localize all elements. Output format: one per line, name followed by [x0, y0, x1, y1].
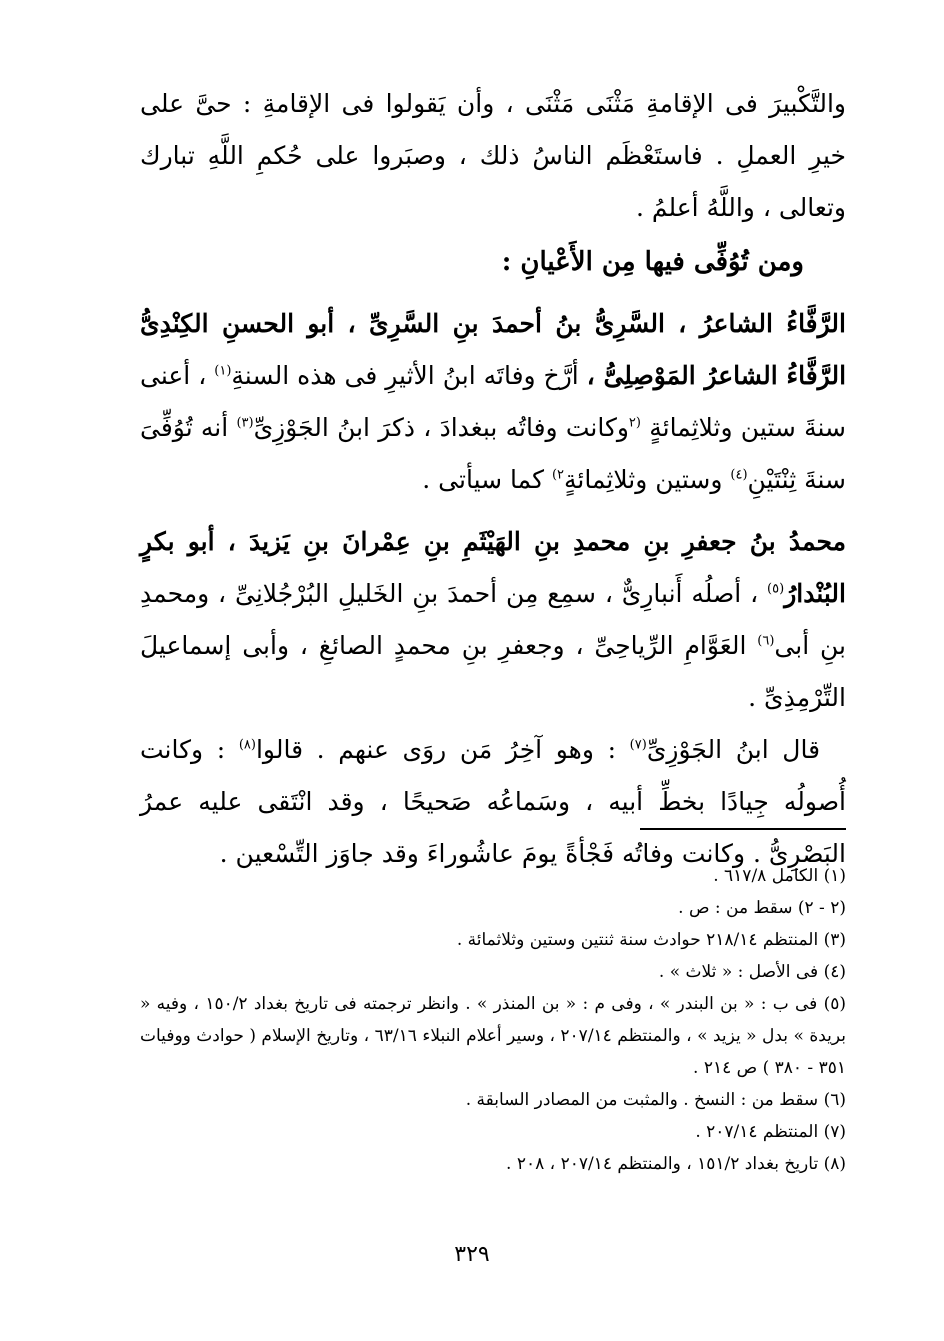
footnote-8: (٨) تاريخ بغداد ١٥١/٢ ، والمنتظم ٢٠٧/١٤ ، ٢٠٨ . [506, 1154, 846, 1174]
footnote-1: (١) الكامل ٦١٧/٨ . [713, 866, 846, 886]
footnote-4: (٤) فى الأصل : « ثلاث » . [658, 962, 846, 982]
footnote-ref-4: (٤) [730, 467, 748, 483]
entry-al-bundar-text-e: : وكانت أُصولُه جِيادًا بخطِّ أبيه ، وسَماعُه صَحيحًا ، وقد انْتَقى عليه عمرُ البَصْرِىُّ . وكانت وفاتُه فَجْأةً يومَ عاشُوراءَ وقد جاوَز التِّسْعين . [140, 735, 846, 868]
entry-al-raffa-text-f: كما سيأتى . [422, 465, 544, 494]
entry-al-bundar-text-a: ، أصلُه أَنبارِىٌّ ، سمِع مِن أحمدَ بنِ الخَليلِ البُرْجُلانِىِّ ، ومحمدِ بنِ أبى [140, 579, 846, 660]
intro-paragraph [140, 78, 846, 234]
entry-al-bundar-name: محمدُ بنُ جعفرِ بنِ محمدِ بنِ الهَيْثَمِ بنِ عِمْرانَ بنِ يَزيدَ ، أبو بكرٍ البُنْدارُ [140, 527, 846, 608]
footnote-ref-5: (٥) [767, 581, 785, 597]
footnote-3: (٣) المنتظم ٢١٨/١٤ حوادث سنة ثنتين وستين وثلاثمائة . [456, 930, 846, 950]
footnote-ref-2-close: ٢) [551, 467, 564, 483]
footnote-2: (٢ - ٢) سقط من : ص . [678, 898, 846, 918]
entry-al-raffa [140, 298, 846, 506]
footnote-divider [640, 828, 846, 830]
footnote-7: (٧) المنتظم ٢٠٧/١٤ . [695, 1122, 846, 1142]
entry-al-bundar [140, 516, 846, 724]
entry-al-raffa-text-a: أرَّخ وفاتَه ابنُ الأثيرِ فى هذه السنةِ [231, 361, 579, 390]
page-number: ٣٢٩ [454, 1242, 490, 1267]
footnote-ref-1: (١) [214, 363, 232, 379]
intro-line-2: فاستَعْظَم الناسُ ذلك ، وصبَروا على حُكمِ اللَّهِ تبارك وتعالى ، واللَّهُ أعلمُ . [140, 141, 846, 222]
entry-al-bundar-text-c: قال ابنُ الجَوْزِىِّ [646, 735, 821, 764]
footnote-ref-6: (٦) [757, 633, 775, 649]
entry-al-bundar-quote [140, 724, 846, 880]
footnote-ref-7: (٧) [629, 737, 647, 753]
footnote-6: (٦) سقط من : النسخ . والمثبت من المصادر السابقة . [465, 1090, 846, 1110]
entry-al-raffa-text-d: أنه تُوُفِّىَ سنةَ ثِنْتَيْنِ [140, 413, 846, 494]
footnote-ref-2-open: (٢ [628, 415, 641, 431]
entry-al-raffa-text-b: ، أعنى سنةَ ستين وثلاثِمائةٍ [140, 361, 846, 442]
footnote-ref-3: (٣) [236, 415, 254, 431]
footnotes [140, 860, 846, 1180]
entry-al-raffa-text-c: وكانت وفاتُه ببغدادَ ، ذكرَ ابنُ الجَوْزِىِّ [253, 413, 629, 442]
footnote-ref-8: (٨) [238, 737, 256, 753]
intro-line-1: والتَّكْبيرَ فى الإقامةِ مَثْنَى مَثْنَى ، وأن يَقولوا فى الإقامةِ : حىَّ على خيرِ العملِ . [140, 89, 846, 170]
entry-al-raffa-name: الرَّفَّاءُ الشاعرُ ، السَّرِىُّ بنُ أحمدَ بنِ السَّرِىِّ ، أبو الحسنِ الكِنْدِىُّ الرَّفَّاءُ الشاعرُ المَوْصِلِىُّ ، [140, 309, 847, 390]
main-text [140, 78, 846, 880]
entry-al-bundar-text-b: العَوَّامِ الرِّياحِىِّ ، وجعفرِ بنِ محمدٍ الصائغِ ، وأبى إسماعيلَ التِّرْمِذِىِّ . [140, 631, 846, 712]
entry-al-raffa-text-e: وستين وثلاثِمائةٍ [564, 465, 723, 494]
footnote-5: (٥) فى ب : « بن البندر » ، وفى م : « بن المنذر » . وانظر ترجمته فى تاريخ بغداد ١٥٠/٢ ، وفيه « بريدة » بدل « يزيد » ، والمنتظم ٢٠٧/١٤ ، وسير أعلام النبلاء ٦٣/١٦ ، وتاريخ الإسلام ( حوادث ووفيات ٣٥١ - ٣٨٠ ) ص ٢١٤ . [140, 994, 846, 1078]
entry-al-bundar-text-d: : وهو آخِرُ مَن روَى عنهم . قالوا [255, 735, 617, 764]
section-heading: ومن تُوُفِّى فيها مِن الأَعْيانِ : [501, 247, 804, 277]
